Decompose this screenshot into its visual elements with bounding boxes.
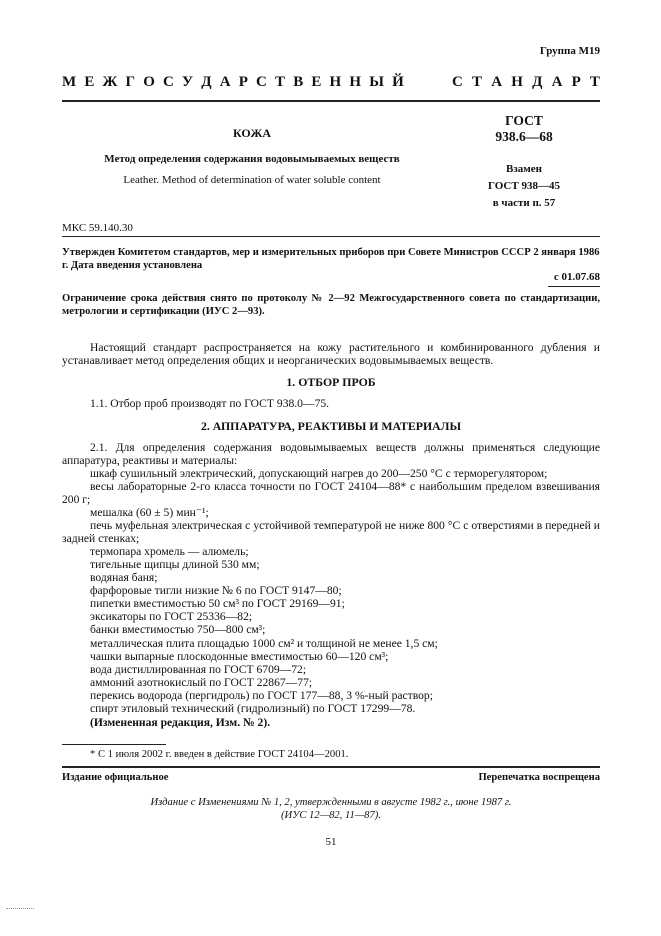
list-item: перекись водорода (пергидроль) по ГОСТ 177—88, 3 %-ный раствор; xyxy=(90,689,433,702)
section-2-heading: 2. АППАРАТУРА, РЕАКТИВЫ И МАТЕРИАЛЫ xyxy=(200,419,462,433)
banner-letter: Т xyxy=(472,74,483,90)
banner-letter: В xyxy=(293,74,304,90)
header-rule xyxy=(62,100,600,102)
banner-letter: Й xyxy=(392,74,404,90)
designation-gost: ГОСТ xyxy=(505,113,543,128)
replaces-line-3: в части п. 57 xyxy=(492,197,556,209)
list-item: пипетки вместимостью 50 см³ по ГОСТ 29169—91; xyxy=(90,597,345,610)
banner-letter: Н xyxy=(511,74,523,90)
banner-letter: Н xyxy=(349,74,362,90)
banner-letter: А xyxy=(491,74,503,90)
banner-letter: Н xyxy=(329,74,342,90)
document-title: КОЖА xyxy=(233,126,271,140)
banner-letter: Е xyxy=(84,74,95,90)
banner-letter: О xyxy=(143,74,155,90)
list-item: тигельные щипцы длиной 530 мм; xyxy=(90,558,260,571)
banner-letter: А xyxy=(219,74,231,90)
mks-code: МКС 59.140.30 xyxy=(62,222,133,234)
page-number: 51 xyxy=(325,836,337,848)
list-item: мешалка (60 ± 5) мин⁻¹; xyxy=(90,506,209,519)
approval-note: Утвержден Комитетом стандартов, мер и измерительных приборов при Совете Министров СССР 2 января 1986 г. Дата введения установлена xyxy=(62,247,600,271)
list-item: вода дистиллированная по ГОСТ 6709—72; xyxy=(90,663,307,676)
list-item: банки вместимостью 750—800 см³; xyxy=(90,623,266,636)
footnote: * С 1 июля 2002 г. введен в действие ГОСТ 24104—2001. xyxy=(90,749,349,760)
footnote-rule xyxy=(62,744,166,745)
effective-date-rule xyxy=(548,286,600,287)
banner-word-standard xyxy=(452,74,600,91)
banner-letter: Е xyxy=(311,74,322,90)
banner-letter: А xyxy=(551,74,563,90)
list-item: чашки выпарные плоскодонные вместимостью 60—120 см³; xyxy=(90,650,389,663)
section-1-text: 1.1. Отбор проб производят по ГОСТ 938.0—75. xyxy=(90,397,330,410)
list-item: шкаф сушильный электрический, допускающий нагрев до 200—250 °С с терморегулятором; xyxy=(90,467,548,480)
effective-date: с 01.07.68 xyxy=(553,271,600,283)
designation-number: 938.6—68 xyxy=(495,129,553,144)
list-item: аммоний азотнокислый по ГОСТ 22867—77; xyxy=(90,676,313,689)
edition-note-line-1: Издание с Изменениями № 1, 2, утвержденными в августе 1982 г., июне 1987 г. xyxy=(150,797,512,808)
banner-letter: М xyxy=(62,74,77,90)
list-item: весы лабораторные 2-го класса точности по ГОСТ 24104—88* с наибольшим пределом взвешивания 200 г; xyxy=(62,480,600,507)
banner-letter: У xyxy=(182,74,194,90)
list-item: спирт этиловый технический (гидролизный) по ГОСТ 17299—78. xyxy=(90,702,416,715)
group-label: Группа М19 xyxy=(539,45,600,57)
list-item: печь муфельная электрическая с устойчивой температурой не ниже 800 °С с отверстиями в передней и задней стенках; xyxy=(62,519,600,546)
banner-letter: Т xyxy=(275,74,286,90)
reprint-prohibited-label: Перепечатка воспрещена xyxy=(478,772,600,783)
list-item: водяная баня; xyxy=(90,571,158,584)
edition-note-line-2: (ИУС 12—82, 11—87). xyxy=(281,810,381,821)
banner-letter: Д xyxy=(201,74,212,90)
banner-letter: Г xyxy=(125,74,136,90)
section-2-intro: 2.1. Для определения содержания водовымываемых веществ должны применяться следующие аппаратура, реактивы и материалы: xyxy=(62,441,600,468)
footer-rule xyxy=(62,766,600,768)
banner-word-interstate xyxy=(62,74,404,91)
list-item: термопара хромель — алюмель; xyxy=(90,545,249,558)
banner-letter: Р xyxy=(238,74,248,90)
banner-letter: Р xyxy=(571,74,581,90)
banner-letter: Д xyxy=(532,74,543,90)
banner-letter: С xyxy=(163,74,174,90)
document-subtitle-ru: Метод определения содержания водовымываемых веществ xyxy=(104,153,400,165)
banner-letter: Т xyxy=(589,74,600,90)
replaces-line-1: Взамен xyxy=(506,163,542,175)
scan-mark xyxy=(6,908,34,909)
document-subtitle-en: Leather. Method of determination of water soluble content xyxy=(123,174,381,186)
intro-paragraph: Настоящий стандарт распространяется на кожу растительного и комбинированного дубления и устанавливает метод определения общих и неорганических водовымываемых веществ. xyxy=(62,341,600,368)
banner-letter: Ы xyxy=(369,74,384,90)
section-1-heading: 1. ОТБОР ПРОБ xyxy=(286,375,376,389)
list-item: металлическая плита площадью 1000 см² и толщиной не менее 1,5 см; xyxy=(90,637,438,650)
list-item: эксикаторы по ГОСТ 25336—82; xyxy=(90,610,253,623)
limitation-note: Ограничение срока действия снято по протоколу № 2—92 Межгосударственного совета по стандартизации, метрологии и сертификации (ИУС 2—93). xyxy=(62,293,600,317)
banner-letter: С xyxy=(452,74,463,90)
banner-letter: Ж xyxy=(102,74,118,90)
banner-letter: С xyxy=(256,74,267,90)
interstate-standard-banner xyxy=(62,74,600,91)
list-item: фарфоровые тигли низкие № 6 по ГОСТ 9147—80; xyxy=(90,584,342,597)
revision-note: (Измененная редакция, Изм. № 2). xyxy=(90,716,271,729)
replaces-line-2: ГОСТ 938—45 xyxy=(488,180,560,192)
official-edition-label: Издание официальное xyxy=(62,772,169,783)
mks-rule xyxy=(62,236,600,237)
